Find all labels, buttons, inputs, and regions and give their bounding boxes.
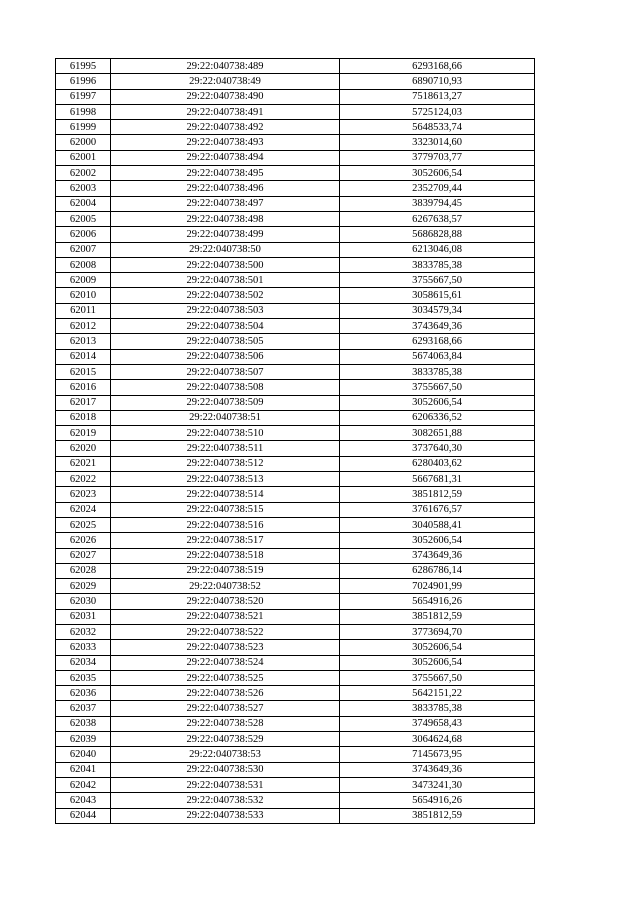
cadastral-number-cell: 29:22:040738:496 (111, 181, 340, 196)
row-number-cell: 62024 (56, 502, 111, 517)
row-number-cell: 62006 (56, 227, 111, 242)
cadastral-number-cell: 29:22:040738:493 (111, 135, 340, 150)
value-cell: 3743649,36 (340, 319, 535, 334)
table-row (56, 380, 535, 395)
table-row (56, 288, 535, 303)
value-cell: 3743649,36 (340, 762, 535, 777)
table-row (56, 257, 535, 272)
table-row (56, 349, 535, 364)
row-number-cell: 62044 (56, 808, 111, 823)
row-number-cell: 62010 (56, 288, 111, 303)
row-number-cell: 62011 (56, 303, 111, 318)
cadastral-number-cell: 29:22:040738:525 (111, 670, 340, 685)
row-number-cell: 62039 (56, 732, 111, 747)
table-row (56, 135, 535, 150)
table-row (56, 150, 535, 165)
value-cell: 6280403,62 (340, 456, 535, 471)
cadastral-number-cell: 29:22:040738:491 (111, 104, 340, 119)
table-row (56, 120, 535, 135)
table-row (56, 517, 535, 532)
cadastral-number-cell: 29:22:040738:490 (111, 89, 340, 104)
value-cell: 3052606,54 (340, 395, 535, 410)
table-row (56, 732, 535, 747)
cadastral-value-table (55, 58, 535, 824)
cadastral-number-cell: 29:22:040738:52 (111, 579, 340, 594)
value-cell: 5725124,03 (340, 104, 535, 119)
row-number-cell: 62042 (56, 777, 111, 792)
value-cell: 3773694,70 (340, 624, 535, 639)
table-row (56, 211, 535, 226)
cadastral-number-cell: 29:22:040738:49 (111, 74, 340, 89)
table-row (56, 181, 535, 196)
table-row (56, 793, 535, 808)
row-number-cell: 62034 (56, 655, 111, 670)
row-number-cell: 61999 (56, 120, 111, 135)
table-row (56, 74, 535, 89)
cadastral-number-cell: 29:22:040738:519 (111, 563, 340, 578)
cadastral-number-cell: 29:22:040738:510 (111, 426, 340, 441)
cadastral-number-cell: 29:22:040738:492 (111, 120, 340, 135)
cadastral-number-cell: 29:22:040738:512 (111, 456, 340, 471)
table-row (56, 640, 535, 655)
row-number-cell: 62029 (56, 579, 111, 594)
row-number-cell: 62023 (56, 487, 111, 502)
cadastral-number-cell: 29:22:040738:494 (111, 150, 340, 165)
row-number-cell: 62043 (56, 793, 111, 808)
cadastral-number-cell: 29:22:040738:513 (111, 472, 340, 487)
value-cell: 3743649,36 (340, 548, 535, 563)
row-number-cell: 62012 (56, 319, 111, 334)
table-row (56, 655, 535, 670)
row-number-cell: 62041 (56, 762, 111, 777)
table-row (56, 364, 535, 379)
value-cell: 6286786,14 (340, 563, 535, 578)
value-cell: 3851812,59 (340, 808, 535, 823)
table-row (56, 487, 535, 502)
table-row (56, 609, 535, 624)
row-number-cell: 62001 (56, 150, 111, 165)
row-number-cell: 61996 (56, 74, 111, 89)
table-row (56, 579, 535, 594)
cadastral-number-cell: 29:22:040738:509 (111, 395, 340, 410)
value-cell: 3064624,68 (340, 732, 535, 747)
cadastral-number-cell: 29:22:040738:511 (111, 441, 340, 456)
value-cell: 3052606,54 (340, 655, 535, 670)
value-cell: 3833785,38 (340, 364, 535, 379)
value-cell: 5642151,22 (340, 686, 535, 701)
value-cell: 3755667,50 (340, 670, 535, 685)
cadastral-number-cell: 29:22:040738:532 (111, 793, 340, 808)
value-cell: 3323014,60 (340, 135, 535, 150)
row-number-cell: 62032 (56, 624, 111, 639)
cadastral-number-cell: 29:22:040738:502 (111, 288, 340, 303)
row-number-cell: 62036 (56, 686, 111, 701)
row-number-cell: 62040 (56, 747, 111, 762)
value-cell: 3473241,30 (340, 777, 535, 792)
cadastral-number-cell: 29:22:040738:501 (111, 273, 340, 288)
row-number-cell: 62025 (56, 517, 111, 532)
cadastral-number-cell: 29:22:040738:50 (111, 242, 340, 257)
value-cell: 5674063,84 (340, 349, 535, 364)
cadastral-number-cell: 29:22:040738:514 (111, 487, 340, 502)
value-cell: 3833785,38 (340, 257, 535, 272)
row-number-cell: 62026 (56, 533, 111, 548)
table-row (56, 319, 535, 334)
value-cell: 5654916,26 (340, 594, 535, 609)
value-cell: 5648533,74 (340, 120, 535, 135)
table-row (56, 303, 535, 318)
value-cell: 3761676,57 (340, 502, 535, 517)
row-number-cell: 62016 (56, 380, 111, 395)
row-number-cell: 62020 (56, 441, 111, 456)
table-row (56, 747, 535, 762)
table-row (56, 624, 535, 639)
table-row (56, 533, 535, 548)
value-cell: 3851812,59 (340, 487, 535, 502)
table-row (56, 273, 535, 288)
table-row (56, 670, 535, 685)
cadastral-number-cell: 29:22:040738:506 (111, 349, 340, 364)
cadastral-number-cell: 29:22:040738:530 (111, 762, 340, 777)
row-number-cell: 61998 (56, 104, 111, 119)
row-number-cell: 62013 (56, 334, 111, 349)
cadastral-number-cell: 29:22:040738:515 (111, 502, 340, 517)
value-cell: 3749658,43 (340, 716, 535, 731)
cadastral-number-cell: 29:22:040738:500 (111, 257, 340, 272)
table-row (56, 472, 535, 487)
row-number-cell: 62004 (56, 196, 111, 211)
value-cell: 3755667,50 (340, 380, 535, 395)
cadastral-number-cell: 29:22:040738:51 (111, 410, 340, 425)
cadastral-number-cell: 29:22:040738:527 (111, 701, 340, 716)
row-number-cell: 62007 (56, 242, 111, 257)
table-row (56, 242, 535, 257)
cadastral-number-cell: 29:22:040738:522 (111, 624, 340, 639)
row-number-cell: 62035 (56, 670, 111, 685)
value-cell: 6213046,08 (340, 242, 535, 257)
cadastral-number-cell: 29:22:040738:524 (111, 655, 340, 670)
value-cell: 6890710,93 (340, 74, 535, 89)
cadastral-number-cell: 29:22:040738:499 (111, 227, 340, 242)
cadastral-number-cell: 29:22:040738:521 (111, 609, 340, 624)
cadastral-number-cell: 29:22:040738:528 (111, 716, 340, 731)
row-number-cell: 62028 (56, 563, 111, 578)
cadastral-number-cell: 29:22:040738:498 (111, 211, 340, 226)
value-cell: 3040588,41 (340, 517, 535, 532)
value-cell: 3052606,54 (340, 533, 535, 548)
cadastral-number-cell: 29:22:040738:497 (111, 196, 340, 211)
value-cell: 3052606,54 (340, 166, 535, 181)
row-number-cell: 62021 (56, 456, 111, 471)
value-cell: 3034579,34 (340, 303, 535, 318)
table-row (56, 426, 535, 441)
cadastral-number-cell: 29:22:040738:520 (111, 594, 340, 609)
value-cell: 2352709,44 (340, 181, 535, 196)
value-cell: 3737640,30 (340, 441, 535, 456)
table-row (56, 334, 535, 349)
table-row (56, 395, 535, 410)
row-number-cell: 61995 (56, 59, 111, 74)
cadastral-number-cell: 29:22:040738:516 (111, 517, 340, 532)
table-row (56, 410, 535, 425)
value-cell: 7145673,95 (340, 747, 535, 762)
value-cell: 5686828,88 (340, 227, 535, 242)
row-number-cell: 62003 (56, 181, 111, 196)
table-row (56, 686, 535, 701)
row-number-cell: 62002 (56, 166, 111, 181)
value-cell: 6267638,57 (340, 211, 535, 226)
value-cell: 6206336,52 (340, 410, 535, 425)
table-row (56, 701, 535, 716)
cadastral-number-cell: 29:22:040738:529 (111, 732, 340, 747)
value-cell: 3058615,61 (340, 288, 535, 303)
cadastral-number-cell: 29:22:040738:503 (111, 303, 340, 318)
table-row (56, 227, 535, 242)
cadastral-number-cell: 29:22:040738:504 (111, 319, 340, 334)
table-row (56, 808, 535, 823)
table-row (56, 89, 535, 104)
cadastral-number-cell: 29:22:040738:517 (111, 533, 340, 548)
table-row (56, 196, 535, 211)
row-number-cell: 62017 (56, 395, 111, 410)
table-row (56, 762, 535, 777)
row-number-cell: 62038 (56, 716, 111, 731)
row-number-cell: 62000 (56, 135, 111, 150)
row-number-cell: 62033 (56, 640, 111, 655)
row-number-cell: 62019 (56, 426, 111, 441)
table-row (56, 594, 535, 609)
row-number-cell: 62037 (56, 701, 111, 716)
value-cell: 5654916,26 (340, 793, 535, 808)
value-cell: 3779703,77 (340, 150, 535, 165)
cadastral-number-cell: 29:22:040738:531 (111, 777, 340, 792)
table-row (56, 563, 535, 578)
row-number-cell: 62008 (56, 257, 111, 272)
row-number-cell: 62018 (56, 410, 111, 425)
value-cell: 7518613,27 (340, 89, 535, 104)
value-cell: 6293168,66 (340, 334, 535, 349)
cadastral-number-cell: 29:22:040738:489 (111, 59, 340, 74)
value-cell: 6293168,66 (340, 59, 535, 74)
value-cell: 7024901,99 (340, 579, 535, 594)
value-cell: 3839794,45 (340, 196, 535, 211)
cadastral-number-cell: 29:22:040738:507 (111, 364, 340, 379)
value-cell: 5667681,31 (340, 472, 535, 487)
table-row (56, 104, 535, 119)
value-cell: 3082651,88 (340, 426, 535, 441)
value-cell: 3851812,59 (340, 609, 535, 624)
table-row (56, 441, 535, 456)
cadastral-number-cell: 29:22:040738:523 (111, 640, 340, 655)
cadastral-number-cell: 29:22:040738:518 (111, 548, 340, 563)
table-row (56, 166, 535, 181)
table-row (56, 716, 535, 731)
cadastral-number-cell: 29:22:040738:53 (111, 747, 340, 762)
cadastral-number-cell: 29:22:040738:505 (111, 334, 340, 349)
row-number-cell: 62030 (56, 594, 111, 609)
row-number-cell: 62015 (56, 364, 111, 379)
row-number-cell: 61997 (56, 89, 111, 104)
row-number-cell: 62031 (56, 609, 111, 624)
cadastral-number-cell: 29:22:040738:533 (111, 808, 340, 823)
table-row (56, 502, 535, 517)
row-number-cell: 62027 (56, 548, 111, 563)
row-number-cell: 62014 (56, 349, 111, 364)
table-row (56, 59, 535, 74)
table-row (56, 777, 535, 792)
cadastral-number-cell: 29:22:040738:508 (111, 380, 340, 395)
row-number-cell: 62022 (56, 472, 111, 487)
value-cell: 3052606,54 (340, 640, 535, 655)
table-row (56, 548, 535, 563)
value-cell: 3833785,38 (340, 701, 535, 716)
table-row (56, 456, 535, 471)
row-number-cell: 62009 (56, 273, 111, 288)
value-cell: 3755667,50 (340, 273, 535, 288)
table-body (56, 59, 535, 824)
data-table-container (55, 58, 534, 824)
row-number-cell: 62005 (56, 211, 111, 226)
cadastral-number-cell: 29:22:040738:495 (111, 166, 340, 181)
cadastral-number-cell: 29:22:040738:526 (111, 686, 340, 701)
